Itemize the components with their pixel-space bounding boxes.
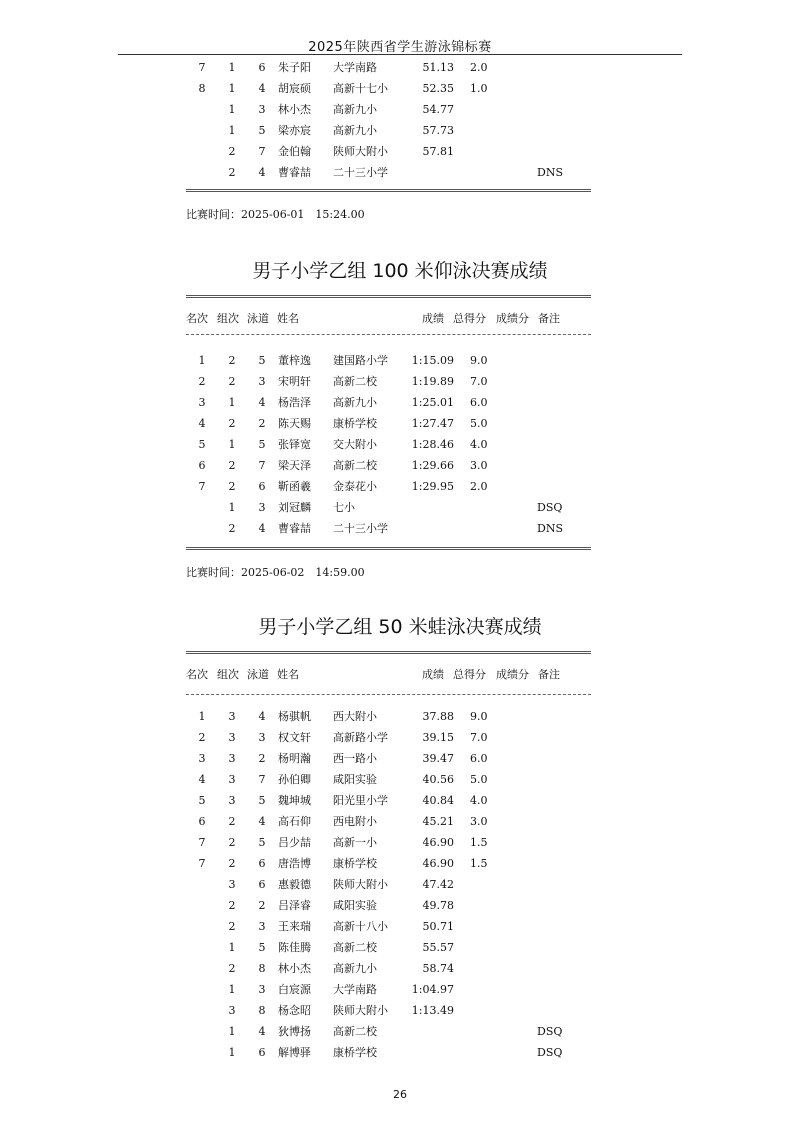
team-cell: 高新路小学 [333, 731, 388, 744]
result-row [0, 372, 800, 392]
time-cell: 40.56 [422, 773, 454, 786]
time-cell: 47.42 [422, 878, 454, 891]
result-row [0, 728, 800, 748]
lane-cell: 4 [258, 522, 266, 535]
lane-cell: 6 [258, 878, 266, 891]
name-cell: 宋明轩 [278, 375, 311, 388]
team-cell: 高新九小 [333, 124, 377, 137]
heat-cell: 2 [228, 920, 236, 933]
team-cell: 阳光里小学 [333, 794, 388, 807]
team-cell: 康桥学校 [333, 417, 377, 430]
time-cell: 1:04.97 [411, 983, 454, 996]
team-cell: 咸阳实验 [333, 899, 377, 912]
time-cell: 1:28.46 [411, 438, 454, 451]
time-cell: 58.74 [422, 962, 454, 975]
heat-cell: 3 [228, 752, 236, 765]
time-cell: 1:29.95 [411, 480, 454, 493]
heat-cell: 3 [228, 710, 236, 723]
col-lane: 泳道 [247, 668, 269, 681]
result-row [0, 896, 800, 916]
score-cell: 9.0 [470, 710, 488, 723]
lane-cell: 3 [258, 375, 266, 388]
section-title: 男子小学乙组 50 米蛙泳决赛成绩 [258, 616, 542, 638]
rank-cell: 7 [198, 836, 206, 849]
time-cell: 1:19.89 [411, 375, 454, 388]
col-time: 成绩 [422, 668, 444, 681]
heat-cell: 1 [228, 1046, 236, 1059]
lane-cell: 7 [258, 145, 266, 158]
team-cell: 大学南路 [333, 983, 377, 996]
lane-cell: 2 [258, 899, 266, 912]
time-cell: 57.81 [422, 145, 454, 158]
name-cell: 梁天泽 [278, 459, 311, 472]
heat-cell: 2 [228, 459, 236, 472]
note-cell: DSQ [537, 1025, 563, 1038]
team-cell: 高新九小 [333, 962, 377, 975]
rank-cell: 7 [198, 480, 206, 493]
equals-rule [186, 547, 591, 550]
score-cell: 3.0 [470, 815, 488, 828]
dash-rule [186, 694, 591, 695]
name-cell: 胡宸硕 [278, 82, 311, 95]
heat-cell: 2 [228, 354, 236, 367]
result-row [0, 1022, 800, 1042]
name-cell: 林小杰 [278, 962, 311, 975]
heat-cell: 2 [228, 417, 236, 430]
result-row [0, 435, 800, 455]
score-cell: 1.5 [470, 836, 488, 849]
time-cell: 45.21 [422, 815, 454, 828]
heat-cell: 1 [228, 61, 236, 74]
rank-cell: 3 [198, 396, 206, 409]
heat-cell: 1 [228, 396, 236, 409]
time-cell: 50.71 [422, 920, 454, 933]
team-cell: 高新二校 [333, 459, 377, 472]
name-cell: 权文轩 [278, 731, 311, 744]
time-cell: 52.35 [422, 82, 454, 95]
col-points: 总得分 [453, 312, 486, 325]
column-header-row [0, 665, 800, 685]
time-cell: 57.73 [422, 124, 454, 137]
score-cell: 4.0 [470, 438, 488, 451]
lane-cell: 4 [258, 396, 266, 409]
lane-cell: 4 [258, 1025, 266, 1038]
lane-cell: 4 [258, 710, 266, 723]
result-row [0, 58, 800, 78]
score-cell: 6.0 [470, 396, 488, 409]
score-cell: 1.0 [470, 82, 488, 95]
heat-cell: 1 [228, 82, 236, 95]
rank-cell: 2 [198, 731, 206, 744]
lane-cell: 5 [258, 941, 266, 954]
result-row [0, 707, 800, 727]
col-note: 备注 [538, 668, 560, 681]
team-cell: 西一路小 [333, 752, 377, 765]
name-cell: 陈天赐 [278, 417, 311, 430]
rank-cell: 5 [198, 438, 206, 451]
lane-cell: 3 [258, 103, 266, 116]
name-cell: 杨骐帆 [278, 710, 311, 723]
heat-cell: 2 [228, 815, 236, 828]
heat-cell: 3 [228, 731, 236, 744]
team-cell: 陕师大附小 [333, 878, 388, 891]
result-row [0, 477, 800, 497]
team-cell: 陕师大附小 [333, 1004, 388, 1017]
result-row [0, 833, 800, 853]
lane-cell: 5 [258, 794, 266, 807]
name-cell: 董梓逸 [278, 354, 311, 367]
team-cell: 康桥学校 [333, 1046, 377, 1059]
lane-cell: 4 [258, 815, 266, 828]
name-cell: 孙伯卿 [278, 773, 311, 786]
name-cell: 林小杰 [278, 103, 311, 116]
match-time: 比赛时间：2025-06-02 14:59.00 [186, 566, 365, 579]
rank-cell: 7 [198, 857, 206, 870]
result-row [0, 121, 800, 141]
lane-cell: 7 [258, 459, 266, 472]
time-cell: 55.57 [422, 941, 454, 954]
time-cell: 39.15 [422, 731, 454, 744]
team-cell: 高新二校 [333, 1025, 377, 1038]
name-cell: 唐浩博 [278, 857, 311, 870]
result-row [0, 100, 800, 120]
team-cell: 咸阳实验 [333, 773, 377, 786]
result-row [0, 142, 800, 162]
lane-cell: 8 [258, 1004, 266, 1017]
col-lane: 泳道 [247, 312, 269, 325]
heat-cell: 2 [228, 962, 236, 975]
time-cell: 39.47 [422, 752, 454, 765]
heat-cell: 2 [228, 480, 236, 493]
team-cell: 七小 [333, 501, 355, 514]
col-name: 姓名 [277, 668, 299, 681]
result-row [0, 791, 800, 811]
team-cell: 高新九小 [333, 396, 377, 409]
team-cell: 金泰花小 [333, 480, 377, 493]
lane-cell: 4 [258, 82, 266, 95]
heat-cell: 2 [228, 836, 236, 849]
team-cell: 大学南路 [333, 61, 377, 74]
note-cell: DNS [537, 166, 563, 179]
result-row [0, 812, 800, 832]
name-cell: 杨浩泽 [278, 396, 311, 409]
heat-cell: 2 [228, 375, 236, 388]
result-row [0, 938, 800, 958]
score-cell: 5.0 [470, 417, 488, 430]
time-cell: 54.77 [422, 103, 454, 116]
column-header-row [0, 309, 800, 329]
name-cell: 梁亦宸 [278, 124, 311, 137]
lane-cell: 5 [258, 438, 266, 451]
heat-cell: 2 [228, 145, 236, 158]
team-cell: 高新二校 [333, 375, 377, 388]
name-cell: 高石仰 [278, 815, 311, 828]
score-cell: 2.0 [470, 480, 488, 493]
result-row [0, 456, 800, 476]
result-row [0, 980, 800, 1000]
score-cell: 9.0 [470, 354, 488, 367]
time-cell: 1:13.49 [411, 1004, 454, 1017]
rank-cell: 4 [198, 773, 206, 786]
name-cell: 杨明瀚 [278, 752, 311, 765]
equals-rule [186, 189, 591, 192]
heat-cell: 1 [228, 983, 236, 996]
name-cell: 杨念昭 [278, 1004, 311, 1017]
col-points: 总得分 [453, 668, 486, 681]
lane-cell: 5 [258, 354, 266, 367]
result-row [0, 498, 800, 518]
team-cell: 二十三小学 [333, 166, 388, 179]
lane-cell: 3 [258, 920, 266, 933]
time-cell: 40.84 [422, 794, 454, 807]
equals-rule [186, 295, 591, 298]
name-cell: 曹睿喆 [278, 522, 311, 535]
name-cell: 白宸源 [278, 983, 311, 996]
time-cell: 1:29.66 [411, 459, 454, 472]
name-cell: 吕泽睿 [278, 899, 311, 912]
note-cell: DSQ [537, 501, 563, 514]
heat-cell: 3 [228, 794, 236, 807]
lane-cell: 6 [258, 857, 266, 870]
col-name: 姓名 [277, 312, 299, 325]
result-row [0, 519, 800, 539]
time-cell: 1:25.01 [411, 396, 454, 409]
rank-cell: 6 [198, 815, 206, 828]
lane-cell: 6 [258, 480, 266, 493]
result-row [0, 854, 800, 874]
result-row [0, 414, 800, 434]
name-cell: 吕少喆 [278, 836, 311, 849]
rank-cell: 5 [198, 794, 206, 807]
lane-cell: 7 [258, 773, 266, 786]
team-cell: 建国路小学 [333, 354, 388, 367]
team-cell: 高新十八小 [333, 920, 388, 933]
name-cell: 王来瑞 [278, 920, 311, 933]
name-cell: 曹睿喆 [278, 166, 311, 179]
team-cell: 高新一小 [333, 836, 377, 849]
rank-cell: 2 [198, 375, 206, 388]
col-time: 成绩 [422, 312, 444, 325]
lane-cell: 6 [258, 1046, 266, 1059]
col-rank: 名次 [186, 668, 208, 681]
col-heat: 组次 [217, 312, 239, 325]
page-number: 26 [393, 1088, 407, 1101]
result-row [0, 79, 800, 99]
lane-cell: 8 [258, 962, 266, 975]
note-cell: DNS [537, 522, 563, 535]
result-row [0, 163, 800, 183]
heat-cell: 1 [228, 941, 236, 954]
team-cell: 康桥学校 [333, 857, 377, 870]
name-cell: 朱子阳 [278, 61, 311, 74]
rank-cell: 8 [198, 82, 206, 95]
score-cell: 4.0 [470, 794, 488, 807]
heat-cell: 2 [228, 857, 236, 870]
dash-rule [186, 334, 591, 335]
lane-cell: 3 [258, 731, 266, 744]
result-row [0, 1043, 800, 1063]
result-row [0, 1001, 800, 1021]
col-heat: 组次 [217, 668, 239, 681]
rank-cell: 1 [198, 710, 206, 723]
heat-cell: 2 [228, 522, 236, 535]
team-cell: 二十三小学 [333, 522, 388, 535]
section-title: 男子小学乙组 100 米仰泳决赛成绩 [252, 260, 548, 282]
score-cell: 3.0 [470, 459, 488, 472]
result-row [0, 749, 800, 769]
result-row [0, 770, 800, 790]
equals-rule [186, 651, 591, 654]
team-cell: 高新十七小 [333, 82, 388, 95]
lane-cell: 3 [258, 501, 266, 514]
rank-cell: 7 [198, 61, 206, 74]
lane-cell: 3 [258, 983, 266, 996]
lane-cell: 4 [258, 166, 266, 179]
rank-cell: 3 [198, 752, 206, 765]
time-cell: 37.88 [422, 710, 454, 723]
heat-cell: 3 [228, 878, 236, 891]
header-rule [118, 54, 682, 55]
team-cell: 高新二校 [333, 941, 377, 954]
page-header: 2025年陕西省学生游泳锦标赛 [308, 40, 492, 55]
heat-cell: 1 [228, 501, 236, 514]
lane-cell: 2 [258, 417, 266, 430]
score-cell: 1.5 [470, 857, 488, 870]
heat-cell: 3 [228, 1004, 236, 1017]
note-cell: DSQ [537, 1046, 563, 1059]
col-note: 备注 [538, 312, 560, 325]
name-cell: 刘冠麟 [278, 501, 311, 514]
time-cell: 49.78 [422, 899, 454, 912]
name-cell: 狄博扬 [278, 1025, 311, 1038]
result-row [0, 351, 800, 371]
match-time: 比赛时间：2025-06-01 15:24.00 [186, 208, 365, 221]
heat-cell: 1 [228, 438, 236, 451]
col-score: 成绩分 [496, 668, 529, 681]
result-row [0, 875, 800, 895]
team-cell: 陕师大附小 [333, 145, 388, 158]
heat-cell: 1 [228, 103, 236, 116]
name-cell: 解博驿 [278, 1046, 311, 1059]
name-cell: 陈佳腾 [278, 941, 311, 954]
name-cell: 魏坤城 [278, 794, 311, 807]
lane-cell: 6 [258, 61, 266, 74]
lane-cell: 5 [258, 124, 266, 137]
time-cell: 1:27.47 [411, 417, 454, 430]
score-cell: 2.0 [470, 61, 488, 74]
result-row [0, 959, 800, 979]
heat-cell: 2 [228, 166, 236, 179]
team-cell: 交大附小 [333, 438, 377, 451]
score-cell: 7.0 [470, 375, 488, 388]
heat-cell: 1 [228, 124, 236, 137]
rank-cell: 6 [198, 459, 206, 472]
score-cell: 5.0 [470, 773, 488, 786]
col-rank: 名次 [186, 312, 208, 325]
heat-cell: 3 [228, 773, 236, 786]
rank-cell: 4 [198, 417, 206, 430]
rank-cell: 1 [198, 354, 206, 367]
team-cell: 西电附小 [333, 815, 377, 828]
result-row [0, 393, 800, 413]
name-cell: 张铎宽 [278, 438, 311, 451]
lane-cell: 2 [258, 752, 266, 765]
heat-cell: 2 [228, 899, 236, 912]
score-cell: 6.0 [470, 752, 488, 765]
time-cell: 51.13 [422, 61, 454, 74]
time-cell: 46.90 [422, 857, 454, 870]
lane-cell: 5 [258, 836, 266, 849]
result-row [0, 917, 800, 937]
heat-cell: 1 [228, 1025, 236, 1038]
name-cell: 金伯翰 [278, 145, 311, 158]
name-cell: 靳函羲 [278, 480, 311, 493]
time-cell: 46.90 [422, 836, 454, 849]
col-score: 成绩分 [496, 312, 529, 325]
name-cell: 惠毅德 [278, 878, 311, 891]
team-cell: 高新九小 [333, 103, 377, 116]
time-cell: 1:15.09 [411, 354, 454, 367]
score-cell: 7.0 [470, 731, 488, 744]
team-cell: 西大附小 [333, 710, 377, 723]
